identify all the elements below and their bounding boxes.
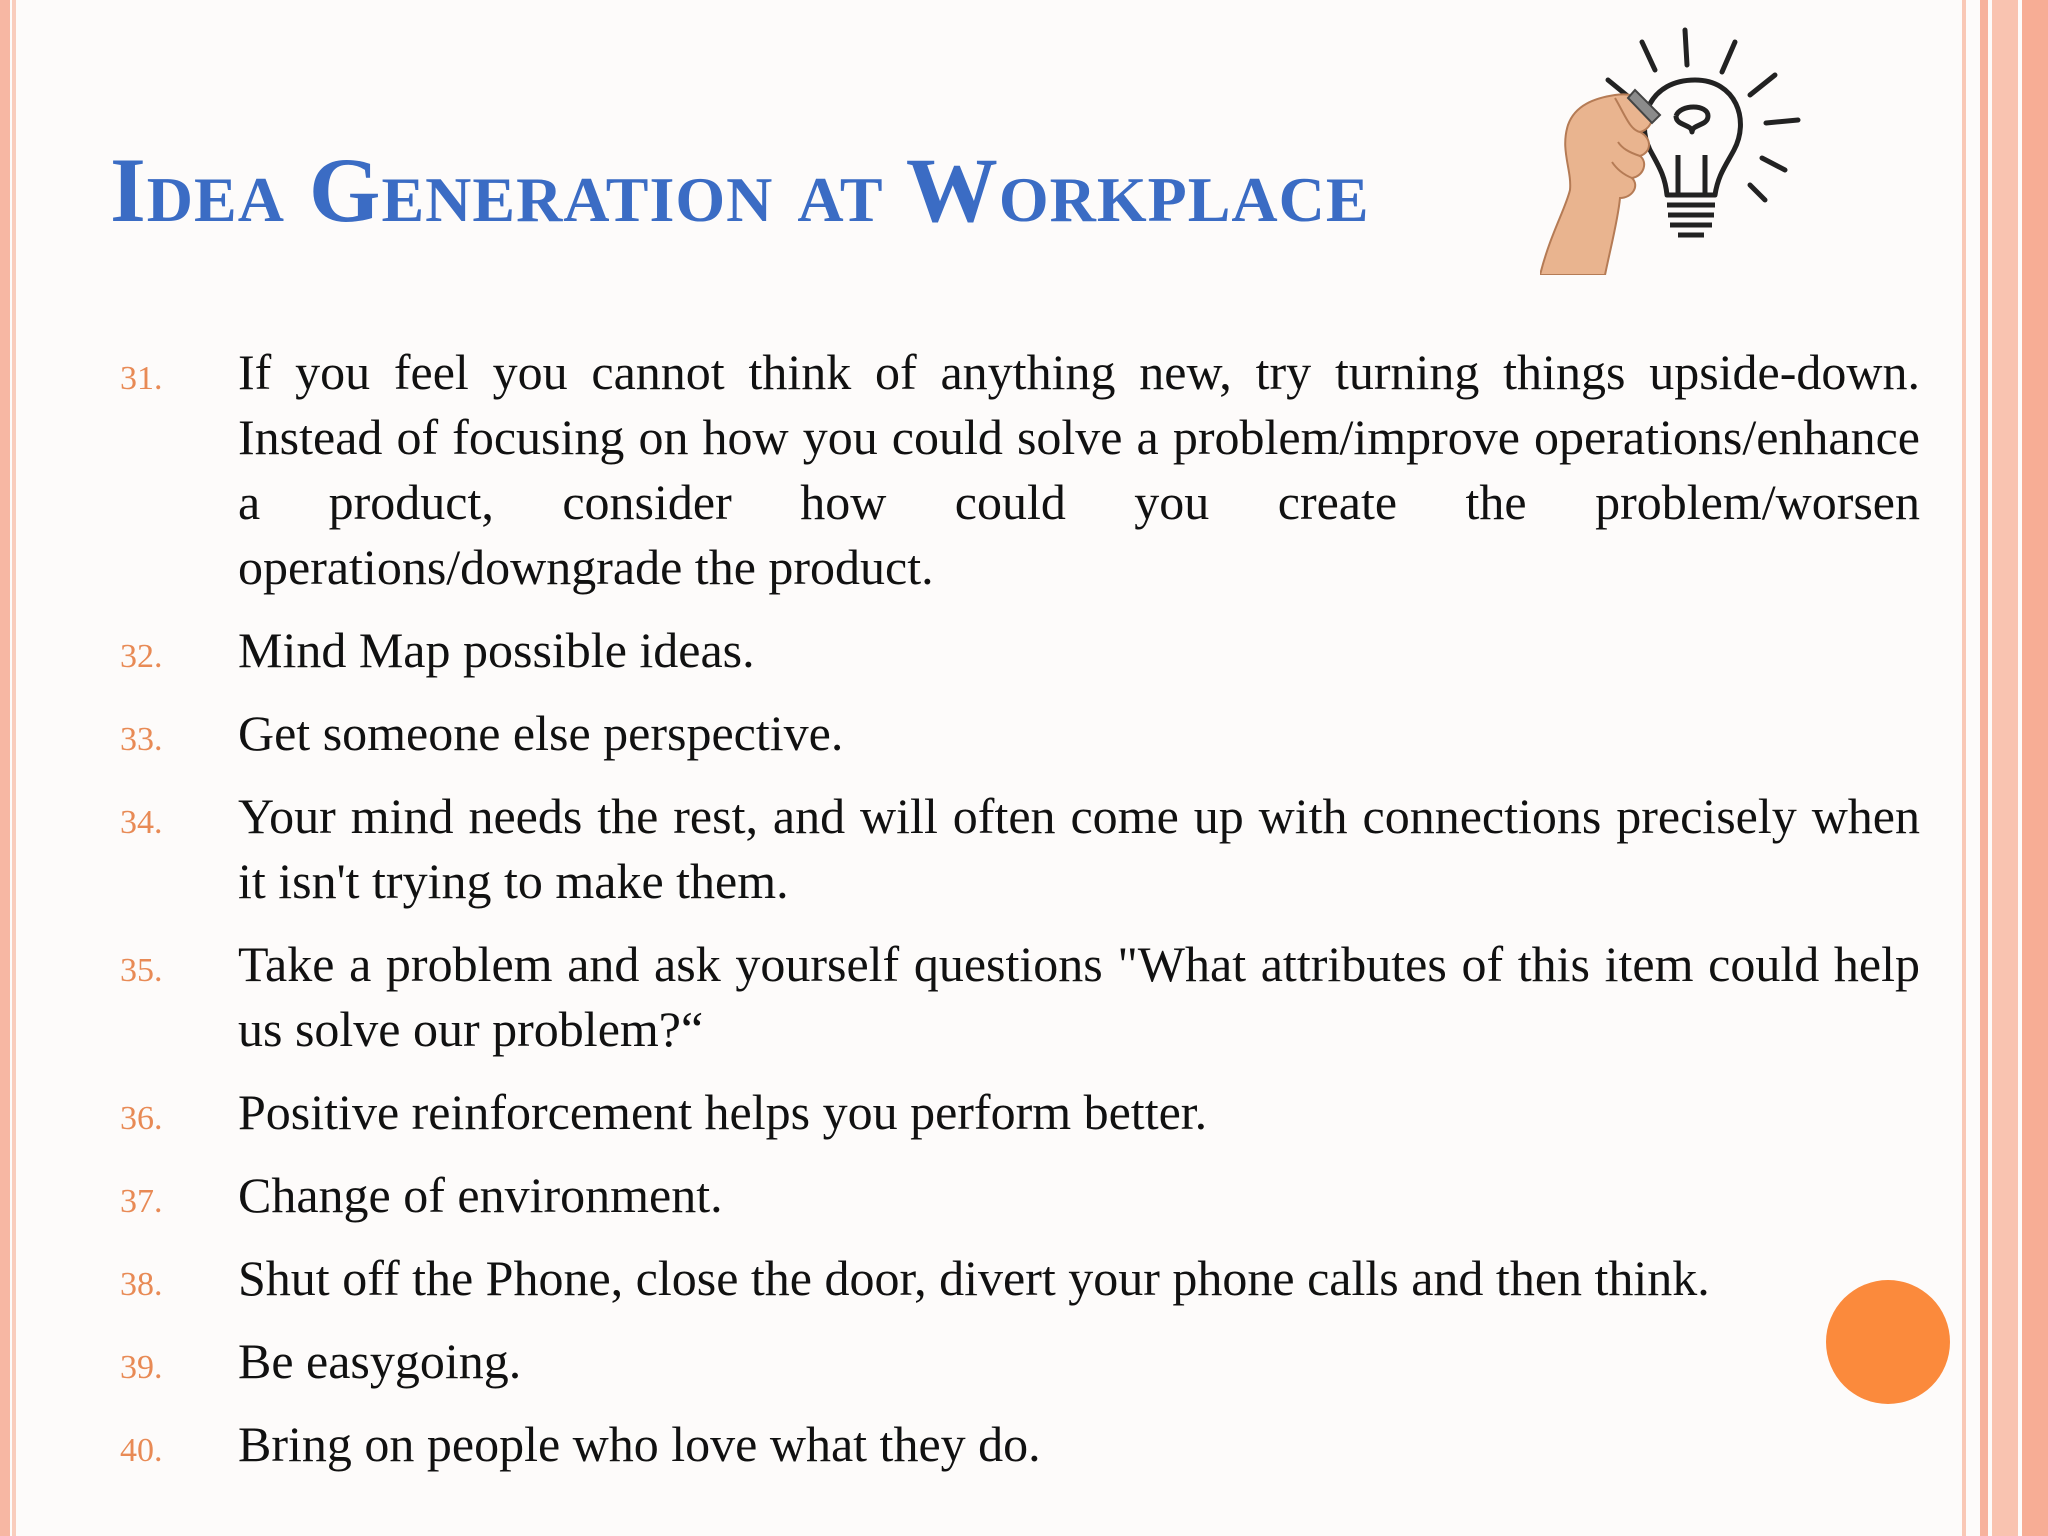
hand-drawing-lightbulb-icon [1540,20,1830,275]
accent-circle [1826,1280,1950,1404]
list-item-number: 40. [120,1432,163,1469]
list-item-number: 34. [120,804,163,841]
slide-title: Idea Generation at Workplace [110,139,1370,241]
list-item-text: Mind Map possible ideas. [238,622,755,678]
list-item [120,1163,1920,1228]
list-item-number: 37. [120,1183,163,1220]
list-item-number: 32. [120,638,163,675]
list-item-number: 38. [120,1266,163,1303]
right-border-stripe-outer [2022,0,2048,1536]
idea-list [120,340,1920,1495]
list-item-text: Get someone else perspective. [238,705,844,761]
list-item [120,1412,1920,1477]
left-border-stripe-inner [12,0,16,1536]
list-item-text: If you feel you cannot think of anything new, try turning things upside-down. Instead of focusing on how you could solve a problem/improve operations/enhance a product, consider how could you create the problem/worsen operations/downgrade the product. [238,344,1920,595]
list-item-number: 33. [120,721,163,758]
list-item [120,618,1920,683]
list-item [120,701,1920,766]
list-item-text: Shut off the Phone, close the door, divert your phone calls and then think. [238,1250,1710,1306]
right-border-stripe [1980,0,1988,1536]
list-item-text: Be easygoing. [238,1333,522,1389]
list-item-number: 31. [120,360,163,397]
list-item-number: 39. [120,1349,163,1386]
list-item-text: Positive reinforcement helps you perform better. [238,1084,1208,1140]
list-item-text: Your mind needs the rest, and will often come up with connections precisely when it isn't trying to make them. [238,788,1920,909]
list-item [120,932,1920,1062]
list-item [120,1246,1920,1311]
list-item-text: Bring on people who love what they do. [238,1416,1041,1472]
right-border-stripe-wide [1992,0,2018,1536]
list-item [120,1329,1920,1394]
list-item-number: 36. [120,1100,163,1137]
list-item [120,340,1920,600]
list-item-number: 35. [120,952,163,989]
list-item [120,1080,1920,1145]
list-item [120,784,1920,914]
left-border-stripe [0,0,10,1536]
right-border-stripe-thin [1962,0,1966,1536]
list-item-text: Change of environment. [238,1167,723,1223]
list-item-text: Take a problem and ask yourself questions "What attributes of this item could help us solve our problem?“ [238,936,1920,1057]
